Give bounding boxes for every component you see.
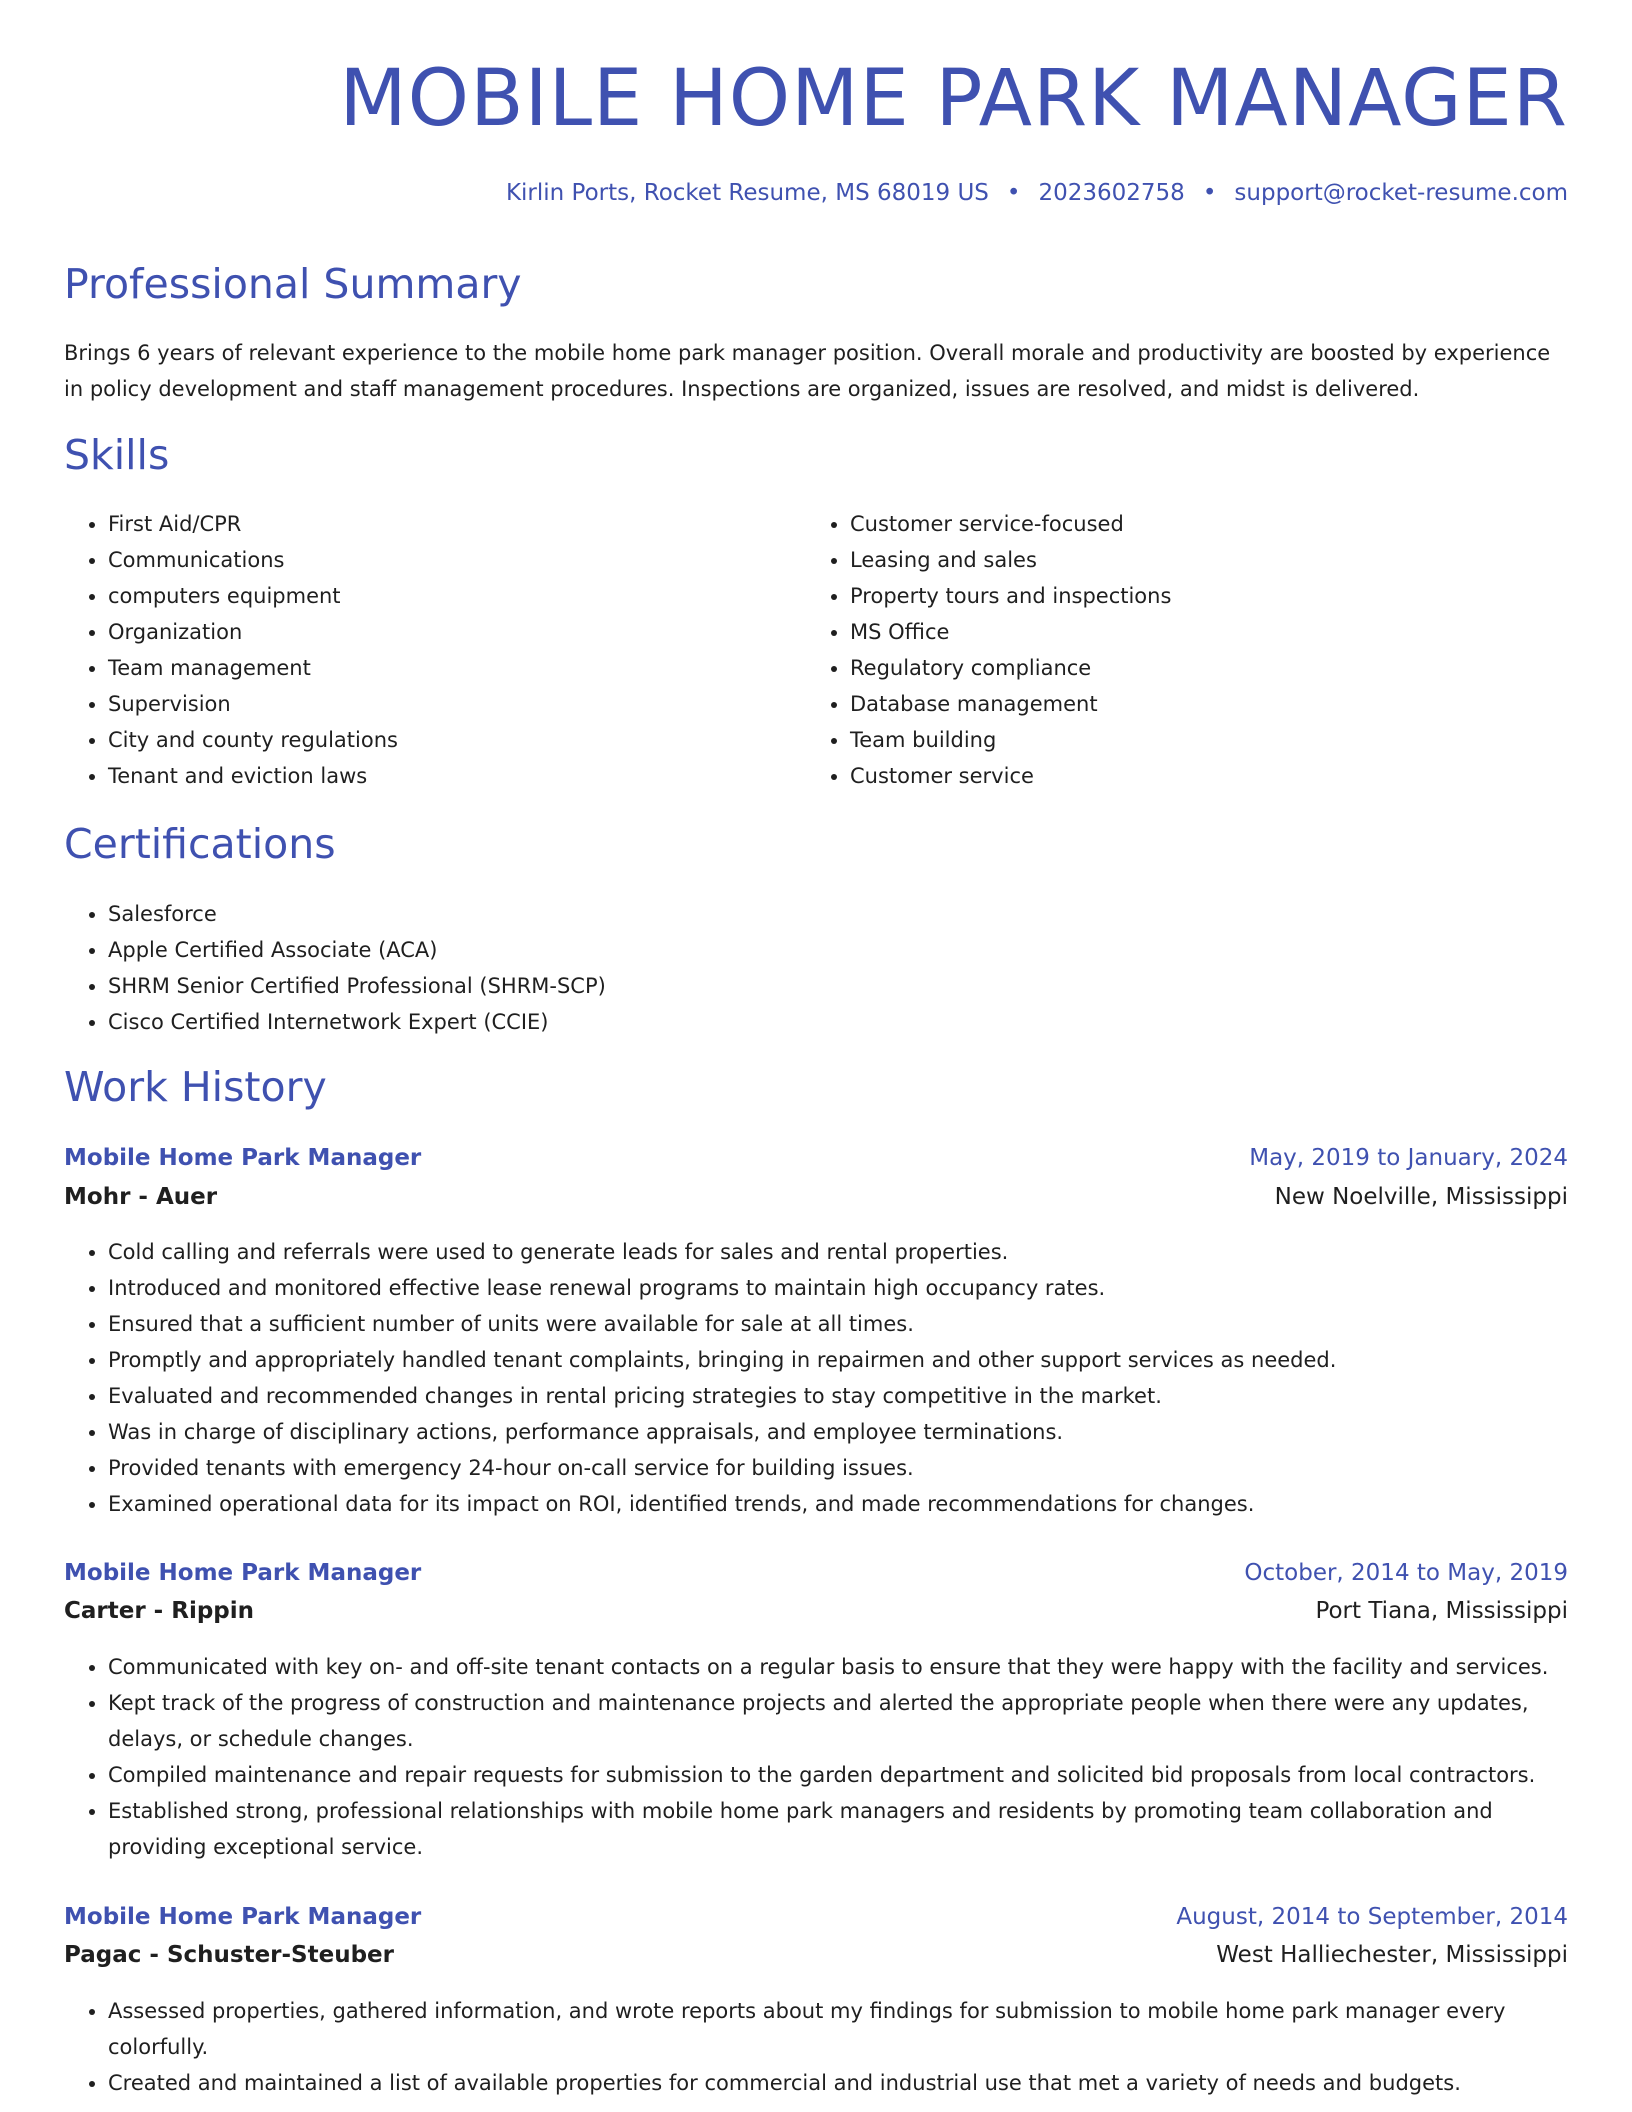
skill-item: • Team management <box>108 650 798 686</box>
job-bullet: • Communicated with key on- and off-site tenant contacts on a regular basis to ensure that they were happy with the facility and services. <box>108 1649 1568 1685</box>
skill-item: • Tenant and eviction laws <box>108 758 798 794</box>
company-name: Carter - Rippin <box>64 1598 255 1624</box>
certification-item: • SHRM Senior Certified Professional (SHRM-SCP) <box>108 968 1568 1004</box>
contact-separator: • <box>1202 180 1217 206</box>
job-location: New Noelville, Mississippi <box>1274 1184 1568 1210</box>
job-bullets <box>64 1234 1568 1522</box>
certifications-list <box>64 896 1568 1040</box>
candidate-name: MOBILE HOME PARK MANAGER <box>339 54 1568 144</box>
job-bullet: • Introduced and monitored effective lease renewal programs to maintain high occupancy rates. <box>108 1270 1568 1306</box>
company-name: Mohr - Auer <box>64 1184 218 1210</box>
job-header <box>64 1145 1568 1171</box>
job-bullet: • Kept track of the progress of construction and maintenance projects and alerted the appropriate people when there were any updates, delays, or schedule changes. <box>108 1685 1568 1757</box>
skill-item: • Regulatory compliance <box>850 650 1550 686</box>
certifications-heading: Certifications <box>64 820 336 868</box>
summary-heading: Professional Summary <box>64 260 522 308</box>
job-subheader <box>64 1942 1568 1968</box>
skill-item: • Database management <box>850 686 1550 722</box>
job-bullet: • Cold calling and referrals were used to generate leads for sales and rental properties. <box>108 1234 1568 1270</box>
skill-item: • Organization <box>108 614 798 650</box>
job-location: Port Tiana, Mississippi <box>1315 1598 1568 1624</box>
job-bullet: • Assessed properties, gathered information, and wrote reports about my findings for submission to mobile home park manager every colorfully. <box>108 1993 1568 2065</box>
job-bullet: • Compiled maintenance and repair requests for submission to the garden department and solicited bid proposals from local contractors. <box>108 1757 1568 1793</box>
job-subheader <box>64 1184 1568 1210</box>
job-dates: October, 2014 to May, 2019 <box>1244 1560 1568 1586</box>
skills-list-left <box>64 506 798 794</box>
certification-item: • Salesforce <box>108 896 1568 932</box>
job-bullet: • Ensured that a sufficient number of units were available for sale at all times. <box>108 1306 1568 1342</box>
skill-item: • Supervision <box>108 686 798 722</box>
job-title: Mobile Home Park Manager <box>64 1904 422 1930</box>
skill-item: • Leasing and sales <box>850 542 1550 578</box>
job-bullet: • Provided tenants with emergency 24-hour on-call service for building issues. <box>108 1450 1568 1486</box>
job-bullets <box>64 1649 1568 1865</box>
summary-text: Brings 6 years of relevant experience to the mobile home park manager position. Overall morale and productivity are boosted by experience in policy development and staff management procedures. Inspections are organized, issues are resolved, and midst is delivered. <box>64 341 1551 401</box>
certification-item: • Cisco Certified Internetwork Expert (CCIE) <box>108 1004 1568 1040</box>
skills-list-right <box>806 506 1550 794</box>
company-name: Pagac - Schuster-Steuber <box>64 1942 394 1968</box>
skill-item: • Customer service-focused <box>850 506 1550 542</box>
job-bullet: • Promptly and appropriately handled tenant complaints, bringing in repairmen and other support services as needed. <box>108 1342 1568 1378</box>
job-bullets <box>64 1993 1568 2101</box>
job-bullet: • Evaluated and recommended changes in rental pricing strategies to stay competitive in the market. <box>108 1378 1568 1414</box>
job-subheader <box>64 1598 1568 1624</box>
skills-heading: Skills <box>64 431 170 479</box>
contact-separator: • <box>1006 180 1021 206</box>
job-bullet: • Created and maintained a list of available properties for commercial and industrial use that met a variety of needs and budgets. <box>108 2065 1568 2101</box>
contact-line <box>506 180 1568 206</box>
job-title: Mobile Home Park Manager <box>64 1560 422 1586</box>
job-bullet: • Was in charge of disciplinary actions, performance appraisals, and employee terminations. <box>108 1414 1568 1450</box>
certification-item: • Apple Certified Associate (ACA) <box>108 932 1568 968</box>
job-header <box>64 1904 1568 1930</box>
work-history-heading: Work History <box>64 1063 327 1111</box>
skill-item: • Team building <box>850 722 1550 758</box>
job-dates: May, 2019 to January, 2024 <box>1249 1145 1568 1171</box>
skill-item: • Communications <box>108 542 798 578</box>
contact-email[interactable]: support@rocket-resume.com <box>1234 180 1568 206</box>
contact-address: Kirlin Ports, Rocket Resume, MS 68019 US <box>505 180 989 206</box>
skill-item: • Customer service <box>850 758 1550 794</box>
job-title: Mobile Home Park Manager <box>64 1145 422 1171</box>
skill-item: • Property tours and inspections <box>850 578 1550 614</box>
skill-item: • City and county regulations <box>108 722 798 758</box>
skill-item: • First Aid/CPR <box>108 506 798 542</box>
skill-item: • MS Office <box>850 614 1550 650</box>
job-dates: August, 2014 to September, 2014 <box>1176 1904 1568 1930</box>
job-location: West Halliechester, Mississippi <box>1216 1942 1568 1968</box>
job-bullet: • Examined operational data for its impact on ROI, identified trends, and made recommendations for changes. <box>108 1486 1568 1522</box>
job-bullet: • Established strong, professional relationships with mobile home park managers and residents by promoting team collaboration and providing exceptional service. <box>108 1793 1568 1865</box>
contact-phone: 2023602758 <box>1038 180 1185 206</box>
skill-item: • computers equipment <box>108 578 798 614</box>
job-header <box>64 1560 1568 1586</box>
